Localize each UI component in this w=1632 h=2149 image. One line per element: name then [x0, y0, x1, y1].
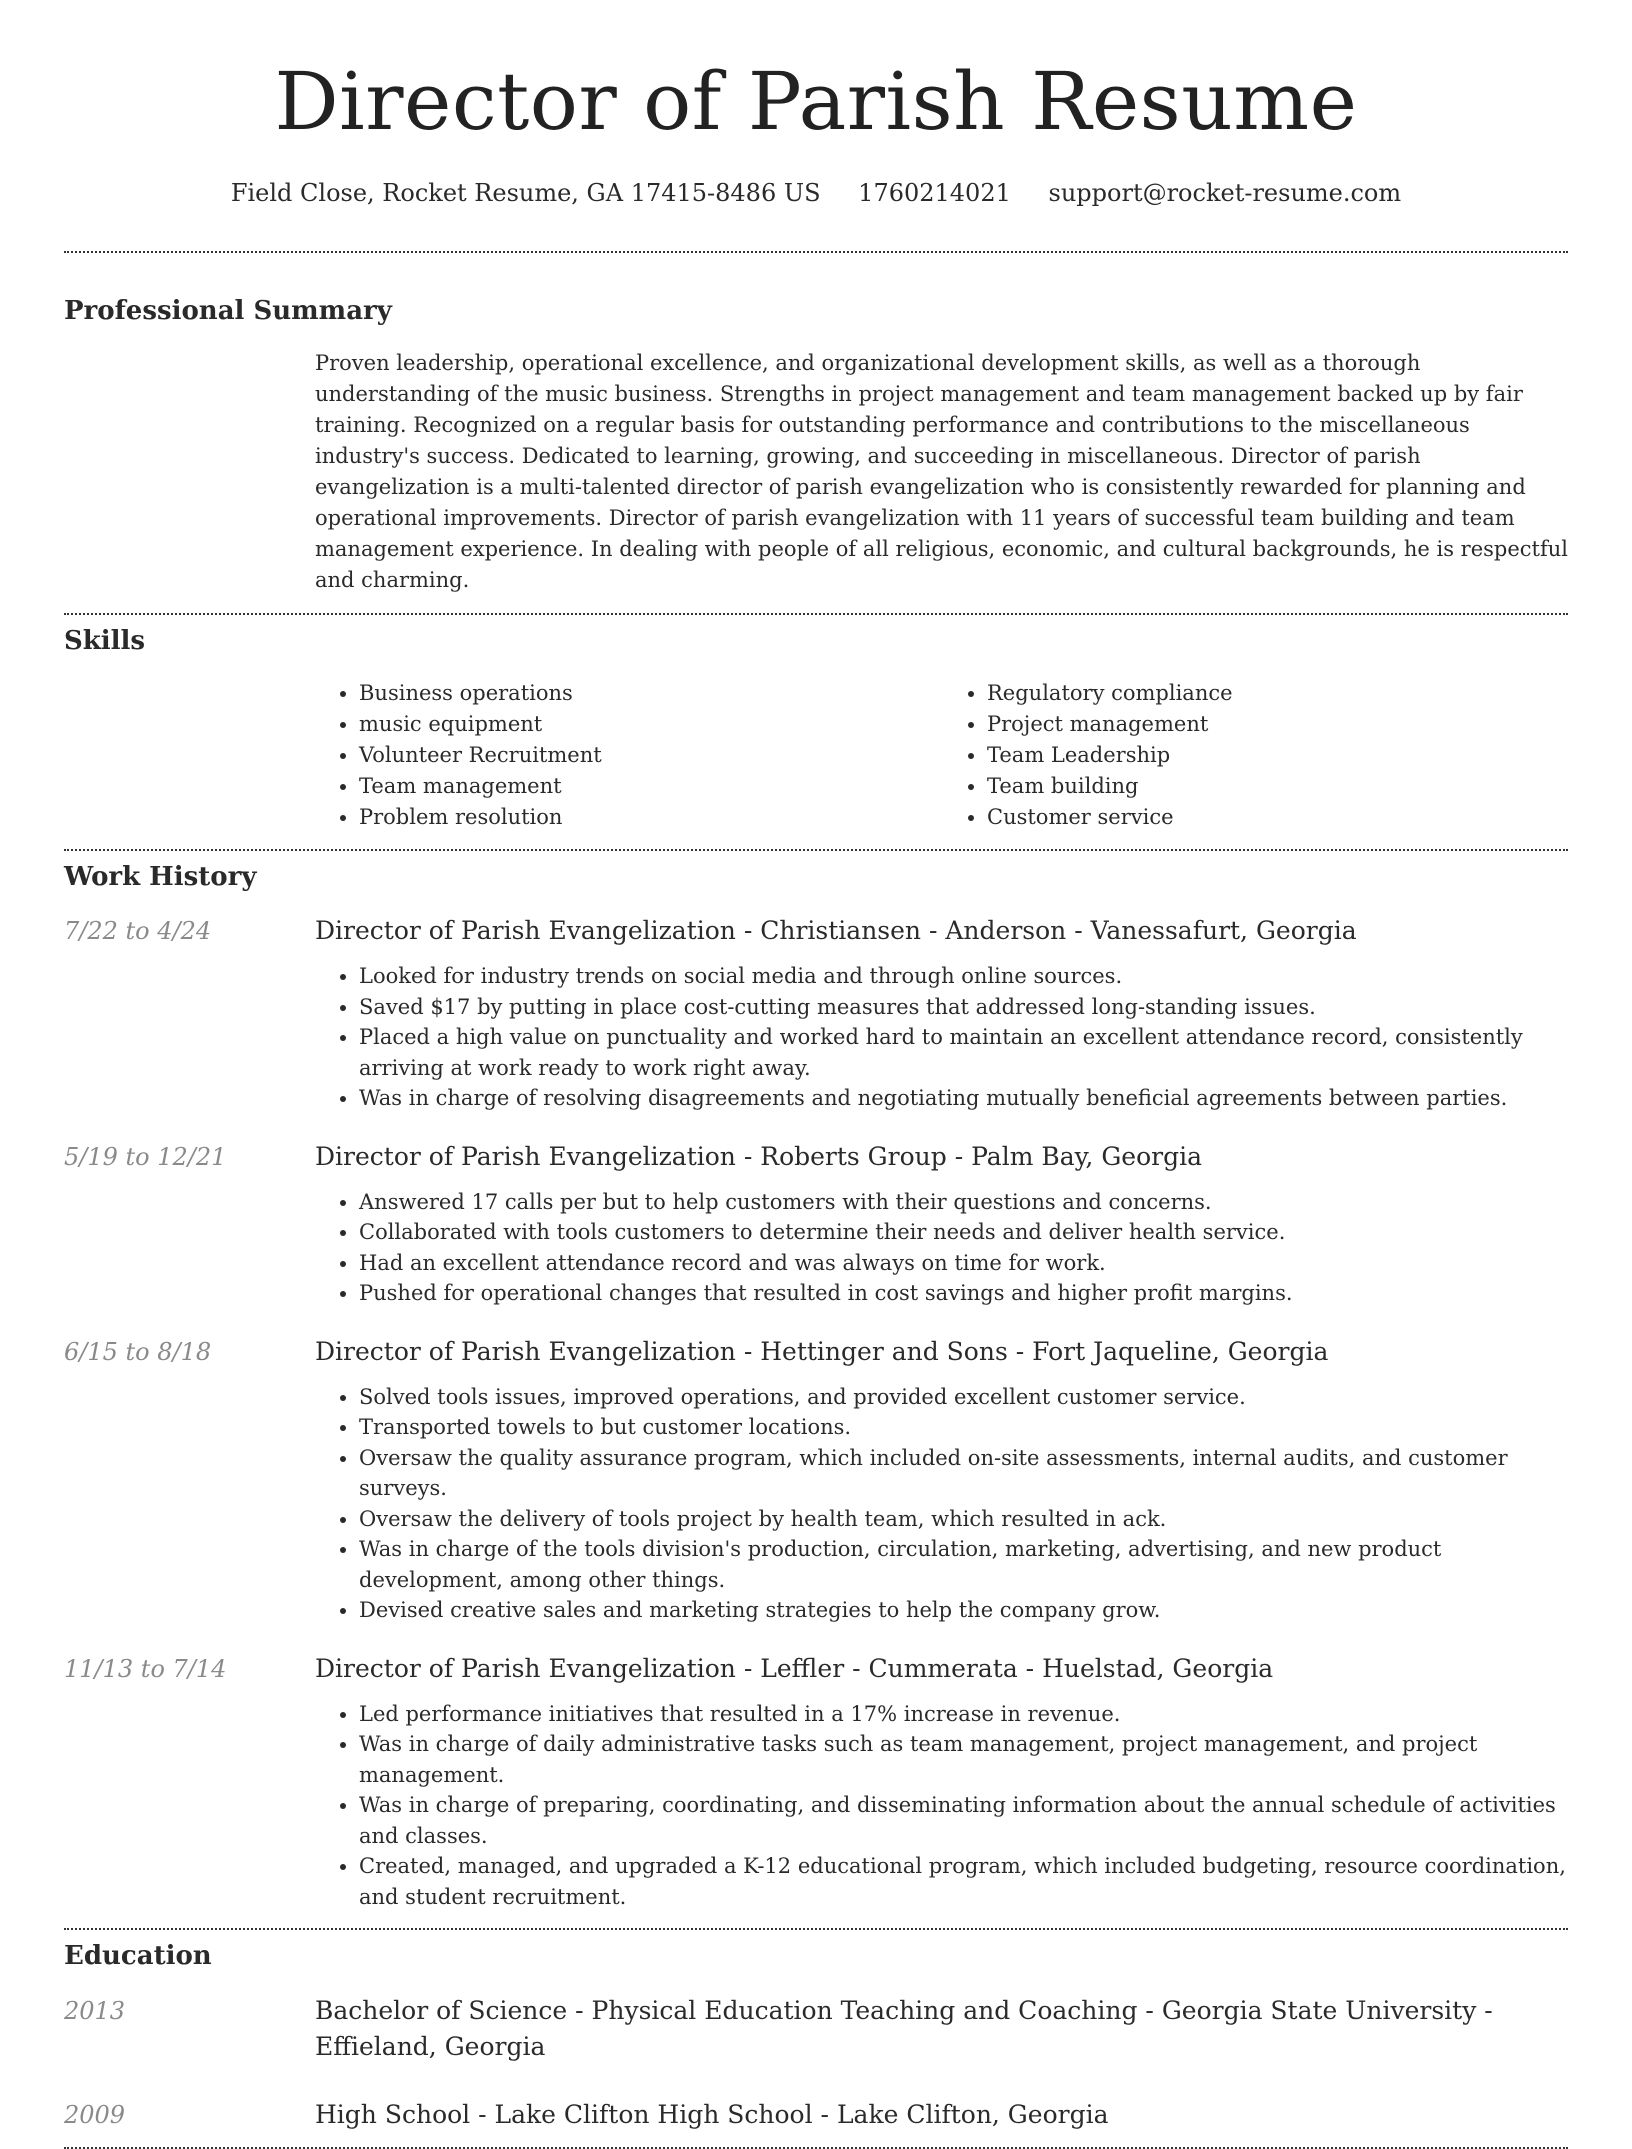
- education-date: 2009: [64, 2101, 126, 2129]
- contact-phone: 1760214021: [858, 179, 1011, 207]
- skills-list-left: [315, 678, 929, 833]
- divider: [64, 251, 1568, 253]
- skills-list-right: [929, 678, 1557, 833]
- job-bullet: • Transported towels to but customer locations.: [359, 1412, 1568, 1443]
- job-date: 7/22 to 4/24: [64, 917, 212, 945]
- skill-item: • Team building: [987, 771, 1557, 802]
- job-bullet: • Was in charge of preparing, coordinating, and disseminating information about the annual schedule of activities and classes.: [359, 1790, 1568, 1851]
- skills-section: [64, 625, 1568, 833]
- summary-content: [315, 348, 1568, 596]
- education-text: Bachelor of Science - Physical Education Teaching and Coaching - Georgia State University - Effieland, Georgia: [315, 1996, 1493, 2061]
- job-body: [315, 913, 1568, 1114]
- job-date: 5/19 to 12/21: [64, 1142, 227, 1171]
- education-entry: [64, 2097, 1568, 2133]
- skill-item: • Customer service: [987, 802, 1557, 833]
- job-bullet: • Collaborated with tools customers to determine their needs and deliver health service.: [359, 1217, 1568, 1248]
- job-date: 6/15 to 8/18: [64, 1337, 212, 1366]
- skill-item: • Volunteer Recruitment: [359, 740, 929, 771]
- contact-email: support@rocket-resume.com: [1048, 179, 1402, 207]
- skill-item: • Team Leadership: [987, 740, 1557, 771]
- job-bullet: • Was in charge of resolving disagreements and negotiating mutually beneficial agreements between parties.: [359, 1083, 1568, 1114]
- skill-item: • Project management: [987, 709, 1557, 740]
- divider: [64, 613, 1568, 615]
- job-title: Director of Parish Evangelization - Roberts Group - Palm Bay, Georgia: [315, 1141, 1202, 1171]
- skill-item: • Problem resolution: [359, 802, 929, 833]
- section-title-work: Work History: [64, 862, 257, 892]
- job-bullet: • Devised creative sales and marketing strategies to help the company grow.: [359, 1595, 1568, 1626]
- job-title: Director of Parish Evangelization - Leffler - Cummerata - Huelstad, Georgia: [315, 1653, 1274, 1683]
- section-title-summary: Professional Summary: [64, 296, 392, 326]
- resume-page: [64, 0, 1568, 2149]
- job-entry: [64, 913, 1568, 1114]
- job-entry: [64, 1139, 1568, 1309]
- job-bullet: • Pushed for operational changes that resulted in cost savings and higher profit margins.: [359, 1278, 1568, 1309]
- section-title-skills: Skills: [64, 626, 146, 656]
- job-entry: [64, 1334, 1568, 1626]
- job-title: Director of Parish Evangelization - Christiansen - Anderson - Vanessafurt, Georgia: [315, 916, 1357, 945]
- education-text: High School - Lake Clifton High School - Lake Clifton, Georgia: [315, 2100, 1109, 2129]
- job-bullet: • Oversaw the delivery of tools project by health team, which resulted in ack.: [359, 1504, 1568, 1535]
- job-bullet: • Oversaw the quality assurance program, which included on-site assessments, internal audits, and customer surveys.: [359, 1443, 1568, 1504]
- job-body: [315, 1651, 1568, 1913]
- job-bullet: • Saved $17 by putting in place cost-cutting measures that addressed long-standing issues.: [359, 992, 1568, 1023]
- job-bullets: [315, 961, 1568, 1114]
- job-bullet: • Led performance initiatives that resulted in a 17% increase in revenue.: [359, 1699, 1568, 1730]
- work-section: [64, 861, 1568, 1912]
- skill-item: • music equipment: [359, 709, 929, 740]
- job-bullet: • Solved tools issues, improved operations, and provided excellent customer service.: [359, 1382, 1568, 1413]
- job-bullet: • Was in charge of daily administrative tasks such as team management, project management, and project management.: [359, 1729, 1568, 1790]
- skill-item: • Regulatory compliance: [987, 678, 1557, 709]
- section-title-education: Education: [64, 1941, 212, 1971]
- job-entry: [64, 1651, 1568, 1913]
- contact-line: [64, 178, 1568, 208]
- contact-address: Field Close, Rocket Resume, GA 17415-8486 US: [230, 179, 821, 207]
- job-body: [315, 1334, 1568, 1626]
- job-bullets: [315, 1187, 1568, 1309]
- job-date: 11/13 to 7/14: [64, 1654, 227, 1683]
- job-body: [315, 1139, 1568, 1309]
- job-bullet: • Placed a high value on punctuality and worked hard to maintain an excellent attendance record, consistently arriving at work ready to work right away.: [359, 1022, 1568, 1083]
- job-bullets: [315, 1699, 1568, 1913]
- job-bullets: [315, 1382, 1568, 1626]
- education-date: 2013: [64, 1997, 126, 2025]
- skill-item: • Business operations: [359, 678, 929, 709]
- job-bullet: • Looked for industry trends on social media and through online sources.: [359, 961, 1568, 992]
- skill-item: • Team management: [359, 771, 929, 802]
- resume-name: Director of Parish Resume: [274, 55, 1358, 148]
- education-section: [64, 1940, 1568, 2133]
- summary-text: Proven leadership, operational excellence, and organizational development skills, as well as a thorough understanding of the music business. Strengths in project management and team management backed up by fair training. Recognized on a regular basis for outstanding performance and contributions to the miscellaneous industry's success. Dedicated to learning, growing, and succeeding in miscellaneous. Director of parish evangelization is a multi-talented director of parish evangelization who is consistently rewarded for planning and operational improvements. Director of parish evangelization with 11 years of successful team building and team management experience. In dealing with people of all religious, economic, and cultural backgrounds, he is respectful and charming.: [315, 351, 1568, 592]
- summary-section: [64, 295, 1568, 596]
- divider: [64, 1928, 1568, 1930]
- job-bullet: • Had an excellent attendance record and was always on time for work.: [359, 1248, 1568, 1279]
- skills-content: [315, 678, 1568, 833]
- job-title: Director of Parish Evangelization - Hettinger and Sons - Fort Jaqueline, Georgia: [315, 1336, 1329, 1366]
- job-bullet: • Was in charge of the tools division's production, circulation, marketing, advertising, and new product development, among other things.: [359, 1534, 1568, 1595]
- job-bullet: • Created, managed, and upgraded a K-12 educational program, which included budgeting, resource coordination, and student recruitment.: [359, 1851, 1568, 1912]
- divider: [64, 849, 1568, 851]
- education-entry: [64, 1993, 1568, 2065]
- job-bullet: • Answered 17 calls per but to help customers with their questions and concerns.: [359, 1187, 1568, 1218]
